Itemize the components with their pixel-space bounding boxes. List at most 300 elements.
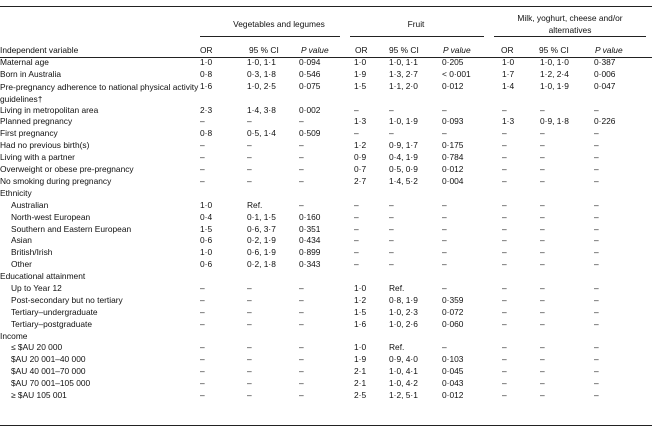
cell-or: 1·5 bbox=[354, 80, 367, 91]
cell-p: 0·351 bbox=[299, 223, 321, 234]
cell-p: < 0·001 bbox=[442, 68, 471, 79]
cell-ci: – bbox=[247, 342, 252, 353]
row-label: Up to Year 12 bbox=[11, 282, 62, 293]
cell-p: – bbox=[594, 354, 599, 365]
row-label: $AU 20 001–40 000 bbox=[11, 354, 86, 365]
cell-or: – bbox=[502, 294, 507, 305]
cell-ci: – bbox=[389, 211, 394, 222]
cell-ci: – bbox=[540, 235, 545, 246]
cell-ci: – bbox=[247, 152, 252, 163]
cell-ci: – bbox=[540, 104, 545, 115]
cell-or: – bbox=[354, 223, 359, 234]
row-label: Tertiary–undergraduate bbox=[11, 306, 98, 317]
cell-ci: – bbox=[389, 259, 394, 270]
row-label: Asian bbox=[11, 235, 32, 246]
cell-p: 0·004 bbox=[442, 175, 464, 186]
row-label: Post-secondary but no tertiary bbox=[11, 294, 123, 305]
cell-or: – bbox=[502, 152, 507, 163]
cell-p: 0·012 bbox=[442, 164, 464, 175]
cell-p: 0·359 bbox=[442, 294, 464, 305]
cell-p: – bbox=[594, 235, 599, 246]
cell-p: – bbox=[594, 282, 599, 293]
cell-p: 0·434 bbox=[299, 235, 321, 246]
cell-p: 0·072 bbox=[442, 306, 464, 317]
table-row bbox=[0, 272, 652, 284]
cell-p bbox=[594, 189, 652, 201]
row-label: Southern and Eastern European bbox=[11, 223, 132, 234]
cell-or: 2·3 bbox=[200, 104, 213, 115]
cell-ci: – bbox=[540, 128, 545, 139]
cell-p: 0·012 bbox=[442, 389, 464, 400]
cell-p bbox=[442, 332, 502, 344]
cell-ci: 1·3, 2·7 bbox=[389, 68, 418, 79]
cell-ci: – bbox=[540, 306, 545, 317]
cell-ci: 0·1, 1·5 bbox=[247, 211, 276, 222]
cell-ci: – bbox=[247, 378, 252, 389]
cell-ci: 1·2, 2·4 bbox=[540, 68, 569, 79]
cell-ci: – bbox=[247, 389, 252, 400]
cell-or: – bbox=[502, 282, 507, 293]
cell-ci: – bbox=[540, 164, 545, 175]
table-row bbox=[0, 391, 652, 403]
cell-or: 1·0 bbox=[502, 57, 515, 67]
table-row bbox=[0, 308, 652, 320]
cell-p: – bbox=[594, 259, 599, 270]
cell-p: 0·002 bbox=[299, 104, 321, 115]
cell-p: – bbox=[594, 294, 599, 305]
cell-or: 0·8 bbox=[200, 68, 213, 79]
cell-ci: 1·0, 4·1 bbox=[389, 366, 418, 377]
cell-ci: – bbox=[540, 175, 545, 186]
cell-ci: 0·5, 1·4 bbox=[247, 128, 276, 139]
cell-or: 2·1 bbox=[354, 366, 367, 377]
cell-or: 0·7 bbox=[354, 164, 367, 175]
cell-or: – bbox=[354, 104, 359, 115]
row-label: Ethnicity bbox=[0, 187, 32, 198]
table-row bbox=[0, 320, 652, 332]
cell-p: – bbox=[442, 223, 447, 234]
cell-ci: 0·5, 0·9 bbox=[389, 164, 418, 175]
cell-p: – bbox=[299, 378, 304, 389]
cell-p: 0·075 bbox=[299, 80, 321, 91]
cell-or bbox=[502, 189, 540, 201]
cell-or: 0·6 bbox=[200, 235, 213, 246]
cell-or: – bbox=[200, 140, 205, 151]
cell-or: 1·0 bbox=[200, 57, 213, 67]
cell-p: – bbox=[299, 389, 304, 400]
cell-ci: – bbox=[540, 152, 545, 163]
cell-ci: – bbox=[540, 366, 545, 377]
cell-or: – bbox=[502, 389, 507, 400]
cell-ci: 0·8, 1·9 bbox=[389, 294, 418, 305]
cell-p: – bbox=[442, 199, 447, 210]
cell-p: – bbox=[594, 199, 599, 210]
cell-ci: Ref. bbox=[389, 282, 405, 293]
cell-or: 1·4 bbox=[502, 80, 515, 91]
row-label: $AU 70 001–105 000 bbox=[11, 378, 91, 389]
cell-or: 1·6 bbox=[354, 318, 367, 329]
cell-or: – bbox=[200, 152, 205, 163]
cell-p: – bbox=[299, 164, 304, 175]
cell-or: – bbox=[200, 164, 205, 175]
cell-ci: Ref. bbox=[389, 342, 405, 353]
table-row bbox=[0, 236, 652, 248]
cell-p bbox=[299, 272, 354, 284]
cell-or: – bbox=[200, 282, 205, 293]
table-row bbox=[0, 332, 652, 344]
cell-ci: 0·9, 4·0 bbox=[389, 354, 418, 365]
group-rule-fruit bbox=[350, 36, 484, 37]
cell-ci: – bbox=[540, 354, 545, 365]
cell-or bbox=[502, 272, 540, 284]
cell-ci: – bbox=[540, 223, 545, 234]
cell-p: – bbox=[442, 259, 447, 270]
row-label: Tertiary–postgraduate bbox=[11, 318, 93, 329]
group-rule-milk bbox=[494, 36, 646, 37]
cell-p: – bbox=[594, 306, 599, 317]
cell-p: – bbox=[299, 282, 304, 293]
table-row bbox=[0, 355, 652, 367]
cell-ci: – bbox=[247, 140, 252, 151]
cell-or: – bbox=[502, 306, 507, 317]
col-p-fruit: P value bbox=[443, 45, 471, 55]
row-label: First pregnancy bbox=[0, 128, 58, 139]
cell-p: 0·343 bbox=[299, 259, 321, 270]
cell-ci: 0·2, 1·8 bbox=[247, 259, 276, 270]
cell-or: – bbox=[200, 116, 205, 127]
cell-or: 1·0 bbox=[354, 282, 367, 293]
col-or-veg: OR bbox=[200, 45, 213, 55]
cell-p: – bbox=[594, 247, 599, 258]
cell-or: – bbox=[502, 128, 507, 139]
cell-p: 0·012 bbox=[442, 80, 464, 91]
cell-or bbox=[354, 189, 389, 201]
row-label: Australian bbox=[11, 199, 49, 210]
row-label: Overweight or obese pre-pregnancy bbox=[0, 164, 134, 175]
cell-ci: 1·0, 1·9 bbox=[540, 80, 569, 91]
cell-p: 0·006 bbox=[594, 68, 616, 79]
group-header-fruit: Fruit bbox=[407, 19, 425, 29]
row-label: British/Irish bbox=[11, 247, 53, 258]
row-label: Had no previous birth(s) bbox=[0, 140, 90, 151]
cell-p bbox=[299, 332, 354, 344]
cell-p: – bbox=[442, 128, 447, 139]
cell-ci: – bbox=[389, 247, 394, 258]
cell-p: – bbox=[299, 175, 304, 186]
cell-p: 0·045 bbox=[442, 366, 464, 377]
cell-p: – bbox=[442, 342, 447, 353]
cell-ci bbox=[540, 332, 594, 344]
table-row bbox=[0, 82, 652, 106]
group-header-vegetables: Vegetables and legumes bbox=[233, 19, 325, 29]
cell-ci: – bbox=[247, 282, 252, 293]
cell-ci: 0·6, 3·7 bbox=[247, 223, 276, 234]
cell-p: – bbox=[594, 104, 599, 115]
cell-ci: 1·0, 1·1 bbox=[247, 57, 276, 67]
cell-p: 0·160 bbox=[299, 211, 321, 222]
cell-or: 1·3 bbox=[502, 116, 515, 127]
cell-or: – bbox=[200, 354, 205, 365]
cell-or: – bbox=[354, 128, 359, 139]
cell-or: 1·2 bbox=[354, 294, 367, 305]
table-row bbox=[0, 117, 652, 129]
row-label: Income bbox=[0, 330, 28, 341]
cell-ci: – bbox=[540, 378, 545, 389]
cell-or: – bbox=[354, 235, 359, 246]
cell-ci: – bbox=[540, 318, 545, 329]
row-label: Born in Australia bbox=[0, 68, 61, 79]
cell-p: – bbox=[299, 342, 304, 353]
cell-ci bbox=[389, 189, 442, 201]
group-rule-vegetables bbox=[200, 36, 340, 37]
cell-ci: – bbox=[540, 389, 545, 400]
cell-or: 1·7 bbox=[502, 68, 515, 79]
cell-or: 2·1 bbox=[354, 378, 367, 389]
cell-ci: – bbox=[540, 294, 545, 305]
table-row bbox=[0, 201, 652, 213]
col-or-milk: OR bbox=[501, 45, 514, 55]
cell-or bbox=[200, 332, 247, 344]
col-p-veg: P value bbox=[301, 45, 329, 55]
cell-ci: – bbox=[389, 128, 394, 139]
cell-ci: 0·9, 1·8 bbox=[540, 116, 569, 127]
table-row bbox=[0, 367, 652, 379]
cell-or: 1·0 bbox=[354, 342, 367, 353]
row-label: No smoking during pregnancy bbox=[0, 175, 112, 186]
cell-ci: 0·3, 1·8 bbox=[247, 68, 276, 79]
cell-ci: – bbox=[540, 247, 545, 258]
table-row bbox=[0, 177, 652, 189]
row-label: Planned pregnancy bbox=[0, 116, 73, 127]
cell-ci: – bbox=[389, 235, 394, 246]
cell-ci: – bbox=[389, 199, 394, 210]
cell-or: 1·5 bbox=[200, 223, 213, 234]
cell-p: – bbox=[594, 140, 599, 151]
cell-ci: – bbox=[540, 211, 545, 222]
cell-p: 0·175 bbox=[442, 140, 464, 151]
cell-p bbox=[442, 272, 502, 284]
cell-or: – bbox=[502, 235, 507, 246]
cell-or: 0·8 bbox=[200, 128, 213, 139]
cell-or: – bbox=[502, 211, 507, 222]
cell-ci: – bbox=[540, 342, 545, 353]
cell-p: 0·043 bbox=[442, 378, 464, 389]
table-row bbox=[0, 260, 652, 272]
cell-p: – bbox=[299, 199, 304, 210]
cell-or: – bbox=[354, 259, 359, 270]
cell-or: – bbox=[200, 175, 205, 186]
cell-or: – bbox=[502, 342, 507, 353]
cell-or: 1·3 bbox=[354, 116, 367, 127]
cell-or bbox=[200, 272, 247, 284]
col-ci-veg: 95 % CI bbox=[249, 45, 279, 55]
cell-p: – bbox=[594, 175, 599, 186]
cell-ci: 1·0, 1·1 bbox=[389, 57, 418, 67]
cell-ci: 1·4, 5·2 bbox=[389, 175, 418, 186]
cell-or: – bbox=[354, 247, 359, 258]
cell-or: – bbox=[200, 318, 205, 329]
cell-p: – bbox=[299, 318, 304, 329]
group-header-milk: Milk, yoghurt, cheese and/or alternatives bbox=[517, 13, 623, 35]
table-row bbox=[0, 225, 652, 237]
row-label: Educational attainment bbox=[0, 271, 86, 282]
cell-p: – bbox=[299, 354, 304, 365]
cell-p bbox=[594, 272, 652, 284]
cell-or: – bbox=[200, 342, 205, 353]
cell-p: – bbox=[442, 282, 447, 293]
data-table bbox=[0, 58, 652, 403]
row-label: Other bbox=[11, 259, 32, 270]
cell-or: 1·9 bbox=[354, 354, 367, 365]
col-or-fruit: OR bbox=[355, 45, 368, 55]
cell-p: – bbox=[299, 366, 304, 377]
cell-p: 0·509 bbox=[299, 128, 321, 139]
cell-ci: 1·4, 3·8 bbox=[247, 104, 276, 115]
cell-or bbox=[200, 189, 247, 201]
col-ci-fruit: 95 % CI bbox=[389, 45, 419, 55]
cell-or: 1·0 bbox=[354, 57, 367, 67]
cell-ci: 1·2, 5·1 bbox=[389, 389, 418, 400]
cell-ci: – bbox=[389, 104, 394, 115]
cell-ci bbox=[247, 272, 299, 284]
cell-ci: – bbox=[540, 282, 545, 293]
cell-or: – bbox=[502, 354, 507, 365]
cell-ci: – bbox=[389, 223, 394, 234]
cell-ci: – bbox=[247, 318, 252, 329]
row-label: North-west European bbox=[11, 211, 91, 222]
cell-ci: Ref. bbox=[247, 199, 263, 210]
cell-or: – bbox=[502, 104, 507, 115]
cell-ci bbox=[247, 189, 299, 201]
cell-p: – bbox=[594, 152, 599, 163]
cell-p: 0·226 bbox=[594, 116, 616, 127]
cell-p: – bbox=[299, 306, 304, 317]
cell-or: 0·6 bbox=[200, 259, 213, 270]
cell-or: 1·6 bbox=[200, 80, 213, 91]
cell-ci: 1·1, 2·0 bbox=[389, 80, 418, 91]
row-label: ≤ $AU 20 000 bbox=[11, 342, 63, 353]
table-row bbox=[0, 213, 652, 225]
row-label: $AU 40 001–70 000 bbox=[11, 366, 86, 377]
cell-or: – bbox=[354, 211, 359, 222]
cell-or: – bbox=[502, 164, 507, 175]
cell-or: – bbox=[200, 306, 205, 317]
cell-or: – bbox=[200, 366, 205, 377]
cell-or: 0·9 bbox=[354, 152, 367, 163]
cell-or: – bbox=[502, 247, 507, 258]
cell-ci: – bbox=[247, 366, 252, 377]
cell-or: – bbox=[502, 318, 507, 329]
cell-p bbox=[594, 332, 652, 344]
independent-variable-header: Independent variable bbox=[0, 45, 79, 55]
cell-ci: – bbox=[247, 164, 252, 175]
cell-ci: – bbox=[540, 199, 545, 210]
cell-p: 0·060 bbox=[442, 318, 464, 329]
cell-or: 1·5 bbox=[354, 306, 367, 317]
cell-p: – bbox=[594, 366, 599, 377]
col-ci-milk: 95 % CI bbox=[539, 45, 569, 55]
table-row bbox=[0, 343, 652, 355]
cell-or: 1·2 bbox=[354, 140, 367, 151]
cell-or: – bbox=[502, 259, 507, 270]
cell-p: – bbox=[594, 128, 599, 139]
row-label: Living in metropolitan area bbox=[0, 104, 99, 115]
cell-or: – bbox=[502, 366, 507, 377]
col-p-milk: P value bbox=[595, 45, 623, 55]
cell-ci: 0·4, 1·9 bbox=[389, 152, 418, 163]
bottom-rule bbox=[0, 425, 652, 426]
cell-or: – bbox=[354, 199, 359, 210]
cell-or: – bbox=[502, 223, 507, 234]
cell-or: – bbox=[200, 378, 205, 389]
cell-ci: 1·0, 2·3 bbox=[389, 306, 418, 317]
cell-p: – bbox=[299, 152, 304, 163]
table-row bbox=[0, 129, 652, 141]
cell-p: – bbox=[594, 342, 599, 353]
cell-p: – bbox=[594, 389, 599, 400]
table-row bbox=[0, 141, 652, 153]
cell-ci: – bbox=[540, 140, 545, 151]
cell-p: – bbox=[299, 116, 304, 127]
cell-ci: 1·0, 1·9 bbox=[389, 116, 418, 127]
cell-ci bbox=[540, 189, 594, 201]
cell-ci: – bbox=[247, 306, 252, 317]
cell-ci: 0·9, 1·7 bbox=[389, 140, 418, 151]
cell-p: 0·047 bbox=[594, 80, 616, 91]
cell-ci: – bbox=[247, 354, 252, 365]
cell-ci: – bbox=[247, 175, 252, 186]
cell-ci: 1·0, 1·0 bbox=[540, 57, 569, 67]
row-label: ≥ $AU 105 001 bbox=[11, 389, 67, 400]
top-rule bbox=[0, 6, 652, 7]
cell-or: – bbox=[502, 199, 507, 210]
cell-p: 0·094 bbox=[299, 57, 321, 67]
cell-p: – bbox=[594, 164, 599, 175]
cell-or: 2·7 bbox=[354, 175, 367, 186]
cell-p: – bbox=[442, 104, 447, 115]
cell-p: – bbox=[594, 318, 599, 329]
cell-ci: – bbox=[540, 259, 545, 270]
cell-or: 1·9 bbox=[354, 68, 367, 79]
cell-p: 0·093 bbox=[442, 116, 464, 127]
table-row bbox=[0, 248, 652, 260]
cell-p: 0·205 bbox=[442, 57, 464, 67]
cell-p bbox=[299, 189, 354, 201]
cell-or: 2·5 bbox=[354, 389, 367, 400]
cell-p: – bbox=[442, 247, 447, 258]
cell-p: 0·546 bbox=[299, 68, 321, 79]
cell-p: – bbox=[442, 235, 447, 246]
row-label: Pre-pregnancy adherence to national physical activity guidelines† bbox=[0, 81, 199, 104]
cell-ci: – bbox=[247, 294, 252, 305]
cell-p: 0·387 bbox=[594, 57, 616, 67]
cell-ci: – bbox=[247, 116, 252, 127]
cell-or: – bbox=[502, 140, 507, 151]
row-label: Living with a partner bbox=[0, 152, 75, 163]
cell-or: – bbox=[502, 175, 507, 186]
cell-ci: 0·6, 1·9 bbox=[247, 247, 276, 258]
cell-p: – bbox=[299, 294, 304, 305]
cell-ci: 1·0, 2·5 bbox=[247, 80, 276, 91]
table-row bbox=[0, 296, 652, 308]
cell-or: 0·4 bbox=[200, 211, 213, 222]
cell-ci: 0·2, 1·9 bbox=[247, 235, 276, 246]
table-row bbox=[0, 70, 652, 82]
cell-p bbox=[442, 189, 502, 201]
cell-p: – bbox=[594, 223, 599, 234]
cell-p: – bbox=[594, 378, 599, 389]
cell-p: – bbox=[299, 140, 304, 151]
